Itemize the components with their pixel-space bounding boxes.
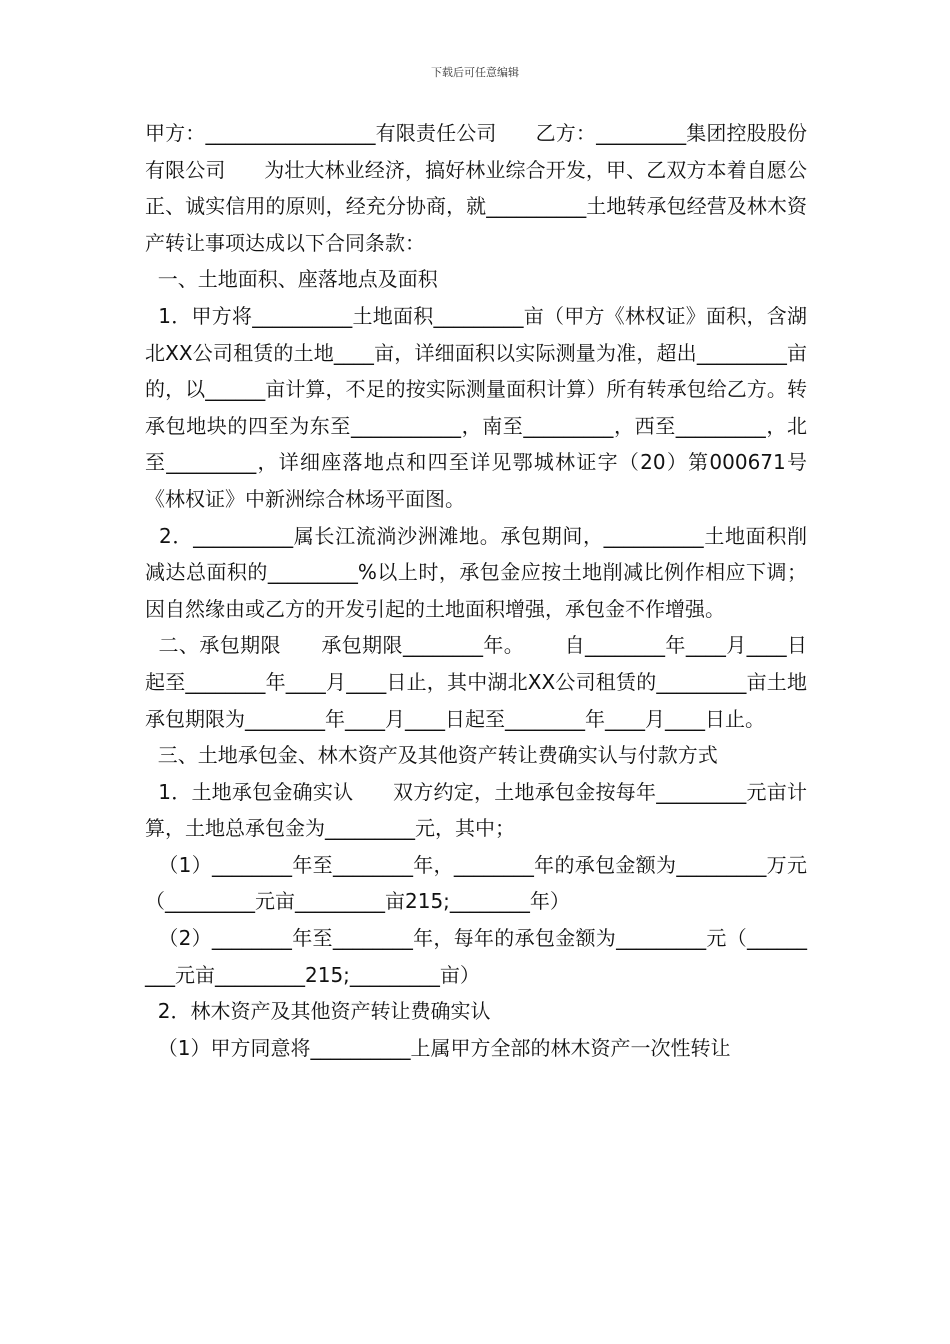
contract-body (145, 115, 807, 1066)
page-header-note: 下载后可任意编辑 (431, 66, 519, 79)
clause-1-1-land-transfer: 1．甲方将__________土地面积_________亩（甲方《林权证》面积，含湖北XX公司租赁的土地____亩，详细面积以实际测量为准，超出_________亩的，以______亩计算，不足的按实际测量面积计算）所有转承包给乙方。转承包地块的四至为东至___________，南至_________，西至_________，北至_________，详细座落地点和四至详见鄂城林证字（20）第000671号《林权证》中新洲综合林场平面图。 (145, 303, 807, 511)
paragraph-parties-intro: 甲方：_________________有限责任公司 乙方：_________集团控股股份有限公司 为壮大林业经济，搞好林业综合开发，甲、乙双方本着自愿公正、诚实信用的原则，经充分协商，就__________土地转承包经营及林木资产转让事项达成以下合同条款： (145, 121, 807, 255)
heading-fees-and-payment: 三、土地承包金、林木资产及其他资产转让费确实认与付款方式 (145, 743, 718, 768)
clause-3-1-item-2: （2）________年至________年，每年的承包金额为_________元（_________元亩_________215;_________亩） (145, 926, 807, 987)
heading-land-area-location: 一、土地面积、座落地点及面积 (145, 267, 438, 292)
clause-3-2-asset-transfer-fee: 2．林木资产及其他资产转让费确实认 (145, 999, 491, 1024)
clause-3-2-item-1: （1）甲方同意将__________上属甲方全部的林木资产一次性转让 (145, 1035, 731, 1060)
clause-3-1-land-fee: 1．土地承包金确实认 双方约定，土地承包金按每年_________元亩计算，土地总承包金为_________元，其中； (145, 779, 807, 841)
clause-1-2-sandbar-adjustment: 2．__________属长江流淌沙洲滩地。承包期间，__________土地面积削减达总面积的_________%以上时，承包金应按土地削减比例作相应下调；因自然缘由或乙方的开发引起的土地面积增强，承包金不作增强。 (145, 523, 807, 621)
heading-contract-term: 二、承包期限 承包期限________年。 自________年____月____日起至________年____月____日止，其中湖北XX公司租赁的_________亩土地承包期限为________年____月____日起至________年____月____日止。 (145, 633, 808, 731)
clause-3-1-item-1: （1）________年至________年，________年的承包金额为_________万元（_________元亩_________亩215;________年） (145, 852, 807, 914)
